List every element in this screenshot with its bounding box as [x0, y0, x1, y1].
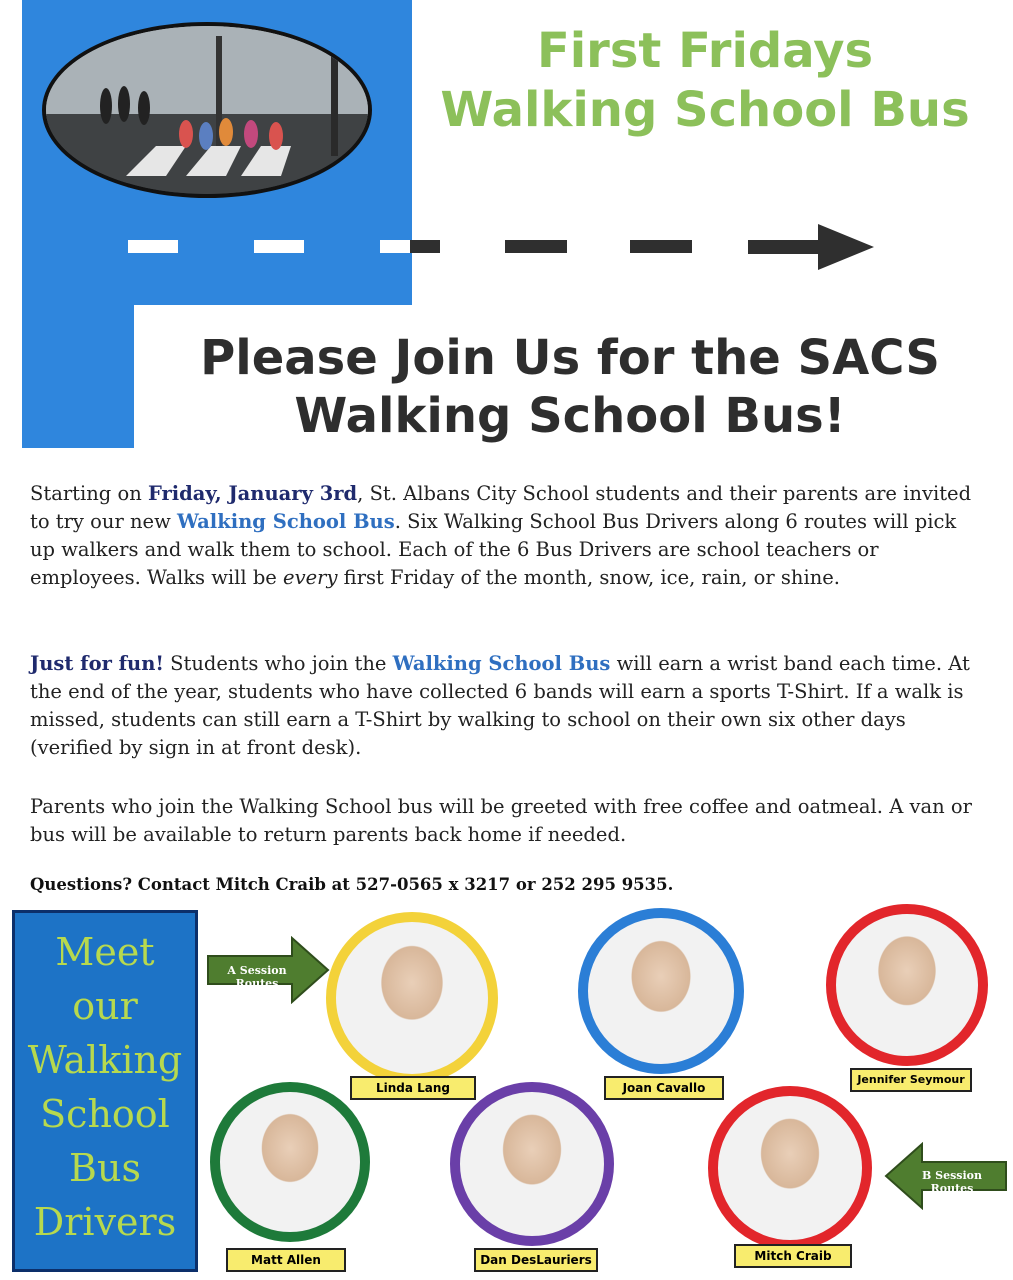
blue-banner-stem — [22, 300, 134, 448]
road-dash — [128, 240, 178, 253]
driver-name-linda-lang: Linda Lang — [350, 1076, 476, 1100]
program-name: Walking School Bus — [392, 652, 611, 675]
driver-photo-dan-deslauriers — [450, 1082, 614, 1246]
driver-name-jennifer-seymour: Jennifer Seymour — [850, 1068, 972, 1092]
road-dash — [380, 240, 410, 253]
arrow-right-icon — [748, 222, 878, 272]
driver-photo-mitch-craib — [708, 1086, 872, 1250]
emphasis: every — [283, 566, 338, 589]
text: will earn a wrist band each time. At the end of the year, students who have collected 6 bands will earn a sports T-Shirt. If a walk is missed, students can still earn a T-Shirt by walking to school on their own six other days (verified by sign in at front desk). — [30, 652, 970, 759]
fun-paragraph — [30, 650, 980, 762]
text: , St. Albans City School students and their parents are invited to try our new — [30, 482, 972, 533]
road-dash — [410, 240, 440, 253]
photo-scene-icon — [46, 26, 368, 194]
meet-line: Drivers — [33, 1200, 177, 1244]
text: Starting on — [30, 482, 148, 505]
parents-paragraph: Parents who join the Walking School bus will be greeted with free coffee and oatmeal. A van or bus will be available to return parents back home if needed. — [30, 795, 972, 846]
program-name: Walking School Bus — [176, 510, 395, 533]
driver-name-joan-cavallo: Joan Cavallo — [604, 1076, 724, 1100]
driver-name-dan-deslauriers: Dan DesLauriers — [474, 1248, 598, 1272]
questions-contact: Questions? Contact Mitch Craib at 527-0565 x 3217 or 252 295 9535. — [30, 875, 674, 894]
fun-lead: Just for fun! — [30, 652, 164, 675]
title-line-2: Walking School Bus — [440, 81, 970, 138]
meet-line: School — [40, 1092, 170, 1136]
text: first Friday of the month, snow, ice, rain, or shine. — [337, 566, 841, 589]
text: . Six Walking School Bus Drivers along 6 routes will pick up walkers and walk them to school. Each of the 6 Bus Drivers are school teachers or employees. Walks will be — [30, 510, 957, 589]
headline-line-2: Walking School Bus! — [294, 387, 846, 444]
driver-photo-linda-lang — [326, 912, 498, 1084]
road-dash — [505, 240, 567, 253]
meet-drivers-box — [12, 910, 198, 1272]
meet-line: our — [72, 984, 138, 1028]
start-date: Friday, January 3rd — [147, 482, 358, 505]
road-dash — [630, 240, 692, 253]
page-title — [420, 22, 990, 139]
driver-photo-joan-cavallo — [578, 908, 744, 1074]
driver-photo-matt-allen — [210, 1082, 370, 1242]
title-line-1: First Fridays — [536, 23, 874, 79]
a-session-label: A Session Routes — [227, 964, 287, 990]
headline — [150, 330, 990, 445]
meet-line: Meet — [55, 930, 155, 974]
driver-name-matt-allen: Matt Allen — [226, 1248, 346, 1272]
intro-paragraph — [30, 480, 980, 592]
headline-line-1: Please Join Us for the SACS — [200, 330, 940, 386]
meet-line: Walking — [27, 1038, 183, 1082]
driver-name-mitch-craib: Mitch Craib — [734, 1244, 852, 1268]
text: Students who join the — [163, 652, 393, 675]
driver-photo-jennifer-seymour — [826, 904, 988, 1066]
b-session-label: B Session Routes — [922, 1169, 982, 1195]
children-walking-photo — [42, 22, 372, 198]
meet-line: Bus — [69, 1146, 141, 1190]
road-dash — [254, 240, 304, 253]
